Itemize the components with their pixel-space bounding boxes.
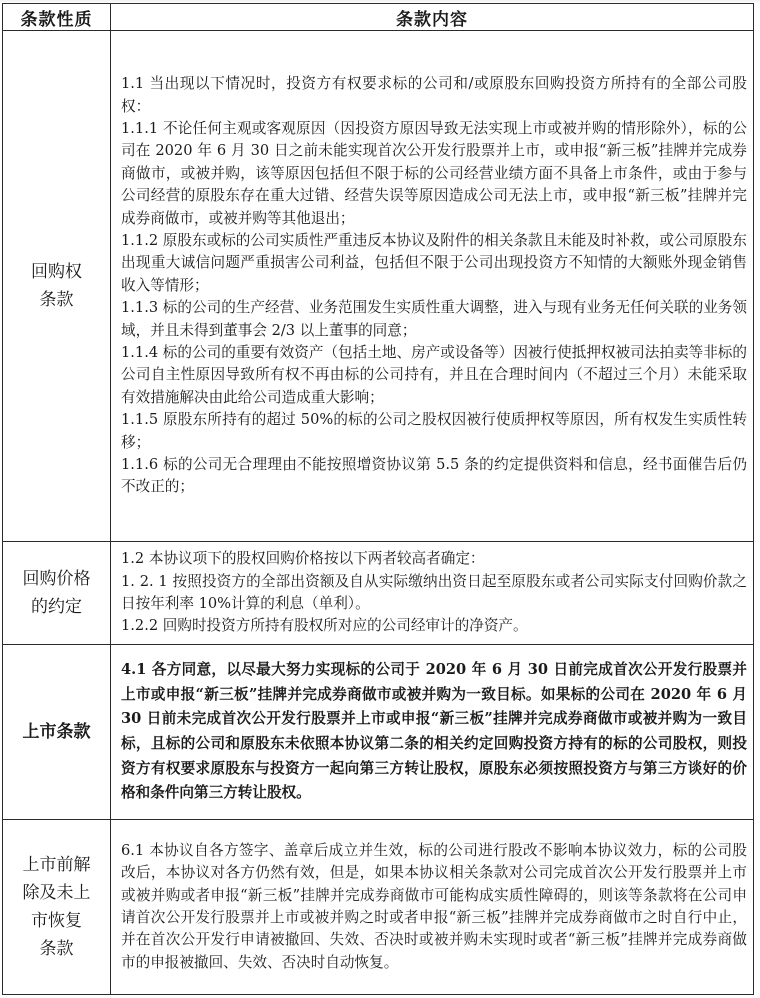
- row-label-line: 回购权: [31, 262, 82, 282]
- clauses-table: [2, 3, 754, 995]
- row-label-line: 上市前解: [22, 855, 91, 875]
- clause-paragraph: 1. 2. 1 按照投资方的全部出资额及自从实际缴纳出资日起至原股东或者公司实际支付回购价款之日按年利率 10%计算的利息（单利）。: [121, 572, 747, 612]
- clause-paragraph: 1.1 当出现以下情况时，投资方有权要求标的公司和/或原股东回购投资方所持有的全部公司股权：: [121, 75, 747, 115]
- row-label-line: 回购价格: [22, 569, 91, 589]
- clause-paragraph: 4.1 各方同意，以尽最大努力实现标的公司于 2020 年 6 月 30 日前完成首次公开发行股票并上市或申报“新三板”挂牌并完成券商做市或被并购为一致目标。如果标的公司在 2020 年 6 月 30 日前未完成首次公开发行股票并上市或申报“新三板”挂牌并完成券商做市或被并购为一致目标，且标的公司和原股东未依照本协议第二条的相关约定回购投资方持有的标的公司股权，则投资方有权要求原股东与投资方一起向第三方转让股权，原股东必须按照投资方与第三方谈好的价格和条件向第三方转让股权。: [121, 661, 747, 802]
- clause-paragraph: 1.2.2 回购时投资方所持有股权所对应的公司经审计的净资产。: [121, 617, 528, 635]
- table-row: [3, 645, 754, 820]
- table-header-row: [3, 4, 754, 31]
- page-top-edge: [0, 0, 760, 2]
- clause-paragraph: 1.1.2 原股东或标的公司实质性严重违反本协议及附件的相关条款且未能及时补救，或公司原股东出现重大诚信问题严重损害公司利益，包括但不限于公司出现投资方不知情的大额账外现金销售收入等情形；: [121, 231, 747, 294]
- clause-paragraph: 1.1.5 原股东所持有的超过 50%的标的公司之股权因被行使质押权等原因，所有权发生实质性转移；: [121, 411, 747, 451]
- clause-paragraph: 1.1.4 标的公司的重要有效资产（包括土地、房产或设备等）因被行使抵押权被司法拍卖等非标的公司自主性原因导致所有权不再由标的公司持有，并且在合理时间内（不超过三个月）未能采取有效措施解决由此给公司造成重大影响；: [121, 344, 747, 406]
- row-label-line: 上市条款: [22, 722, 91, 742]
- row-label-line: 条款: [39, 290, 74, 310]
- row-content-listing: [111, 645, 754, 820]
- table-row: [3, 820, 754, 995]
- clause-paragraph: 1.1.1 不论任何主观或客观原因（因投资方原因导致无法实现上市或被并购的情形除外），标的公司在 2020 年 6 月 30 日之前未能实现首次公开发行股票并上市，或申报“新三板”挂牌并完成券商做市，或被并购，该等原因包括但不限于标的公司经营业绩方面不具备上市条件，或由于参与公司经营的原股东存在重大过错、经营失误等原因造成公司无法上市，或申报“新三板”挂牌并完成券商做市，或被并购等其他退出；: [121, 119, 747, 227]
- header-clause-content: 条款内容: [111, 4, 754, 31]
- clause-paragraph: 6.1 本协议自各方签字、盖章后成立并生效，标的公司进行股改不影响本协议效力，标的公司股改后，本协议对各方仍然有效，但是，如果本协议相关条款对公司完成首次公开发行股票并上市或被并购或者申报“新三板”挂牌并完成券商做市可能构成实质性障碍的，则该等条款将在公司申请首次公开发行股票并上市或被并购之时或者申报“新三板”挂牌并完成券商做市之时自行中止，并在首次公开发行申请被撤回、失效、否决时或被并购未实现时或者“新三板”挂牌并完成券商做市的申报被撤回、失效、否决时自动恢复。: [121, 841, 747, 971]
- row-label-line: 条款: [39, 939, 74, 959]
- row-label-termination-restoration: [3, 820, 111, 995]
- table-row: [3, 31, 754, 542]
- clause-paragraph: 1.2 本协议项下的股权回购价格按以下两者较高者确定：: [121, 550, 485, 568]
- clause-paragraph: 1.1.3 标的公司的生产经营、业务范围发生实质性重大调整，进入与现有业务无任何关联的业务领域，并且未得到董事会 2/3 以上董事的同意；: [121, 299, 747, 339]
- clause-paragraph: 1.1.6 标的公司无合理理由不能按照增资协议第 5.5 条的约定提供资料和信息，经书面催告后仍不改正的；: [121, 456, 747, 496]
- table-row: [3, 542, 754, 645]
- row-label-line: 的约定: [31, 597, 82, 617]
- row-label-repurchase-price: [3, 542, 111, 645]
- row-content-termination-restoration: [111, 820, 754, 995]
- row-label-line: 除及未上: [22, 883, 91, 903]
- row-content-repurchase-price: [111, 542, 754, 645]
- header-clause-type: 条款性质: [3, 4, 111, 31]
- row-label-line: 市恢复: [31, 911, 82, 931]
- row-content-repurchase-right: [111, 31, 754, 542]
- row-label-listing: [3, 645, 111, 820]
- row-label-repurchase-right: [3, 31, 111, 542]
